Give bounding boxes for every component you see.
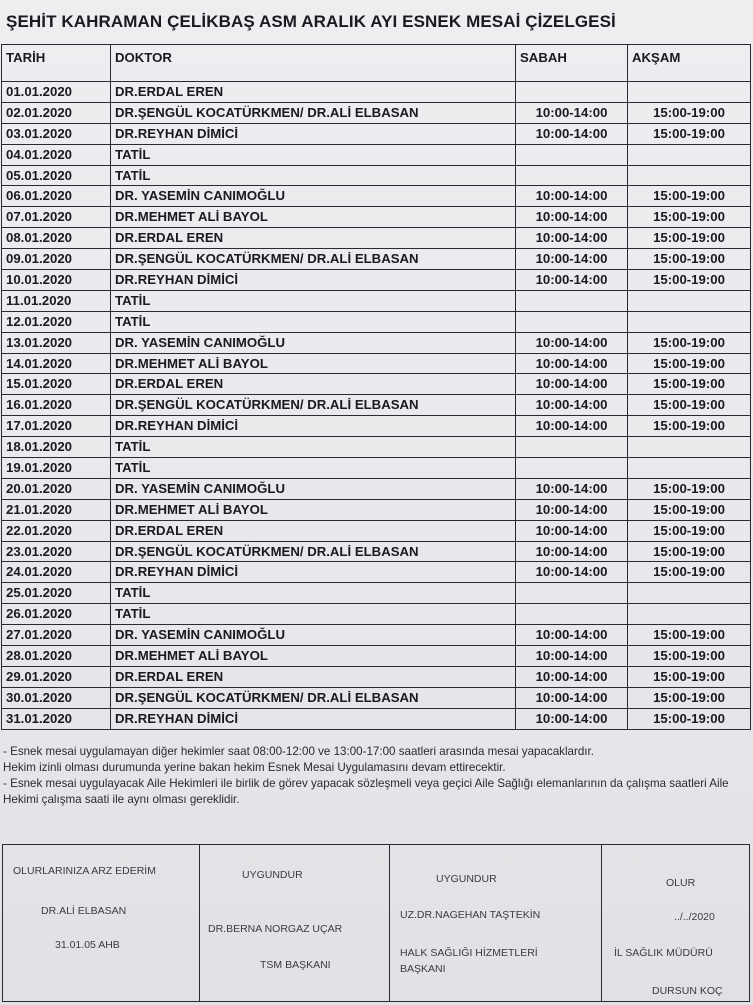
evening-shift-cell: 15:00-19:00 — [628, 562, 751, 583]
evening-shift-cell — [628, 311, 751, 332]
doctor-cell: DR.REYHAN DİMİCİ — [111, 708, 516, 729]
doctor-cell: TATİL — [111, 144, 516, 165]
evening-shift-cell: 15:00-19:00 — [628, 708, 751, 729]
doctor-cell: TATİL — [111, 604, 516, 625]
signature-block — [2, 844, 750, 1002]
signature-header: UYGUNDUR — [242, 869, 303, 881]
signature-title: BAŞKANI — [400, 963, 446, 975]
morning-shift-cell: 10:00-14:00 — [516, 416, 628, 437]
note-line: Hekim izinli olması durumunda yerine bakan hekim Esnek Mesai Uygulamasını devam ettirecektir. — [3, 761, 506, 774]
evening-shift-cell: 15:00-19:00 — [628, 186, 751, 207]
morning-shift-cell: 10:00-14:00 — [516, 353, 628, 374]
evening-shift-cell — [628, 604, 751, 625]
doctor-cell: DR.ERDAL EREN — [111, 666, 516, 687]
signature-header: UYGUNDUR — [436, 873, 497, 885]
date-cell: 25.01.2020 — [2, 583, 111, 604]
schedule-table — [1, 44, 751, 730]
table-row — [2, 102, 751, 123]
date-cell: 01.01.2020 — [2, 82, 111, 103]
evening-shift-cell: 15:00-19:00 — [628, 541, 751, 562]
doctor-cell: DR.ERDAL EREN — [111, 374, 516, 395]
date-cell: 14.01.2020 — [2, 353, 111, 374]
doctor-cell: DR. YASEMİN CANIMOĞLU — [111, 478, 516, 499]
morning-shift-cell — [516, 165, 628, 186]
table-row — [2, 290, 751, 311]
date-cell: 02.01.2020 — [2, 102, 111, 123]
morning-shift-cell: 10:00-14:00 — [516, 207, 628, 228]
morning-shift-cell — [516, 144, 628, 165]
date-cell: 15.01.2020 — [2, 374, 111, 395]
evening-shift-cell: 15:00-19:00 — [628, 228, 751, 249]
signature-col-director — [602, 845, 748, 1001]
evening-shift-cell — [628, 290, 751, 311]
evening-shift-cell — [628, 82, 751, 103]
date-cell: 21.01.2020 — [2, 499, 111, 520]
morning-shift-cell: 10:00-14:00 — [516, 374, 628, 395]
date-cell: 08.01.2020 — [2, 228, 111, 249]
date-cell: 07.01.2020 — [2, 207, 111, 228]
evening-shift-cell: 15:00-19:00 — [628, 270, 751, 291]
evening-shift-cell: 15:00-19:00 — [628, 687, 751, 708]
doctor-cell: DR.MEHMET ALİ BAYOL — [111, 646, 516, 667]
morning-shift-cell — [516, 290, 628, 311]
signature-code: 31.01.05 AHB — [55, 939, 120, 951]
table-row — [2, 520, 751, 541]
date-cell: 03.01.2020 — [2, 123, 111, 144]
morning-shift-cell: 10:00-14:00 — [516, 102, 628, 123]
signature-header: OLUR — [666, 877, 696, 889]
morning-shift-cell — [516, 82, 628, 103]
doctor-cell: TATİL — [111, 458, 516, 479]
table-row — [2, 332, 751, 353]
doctor-cell: DR.ŞENGÜL KOCATÜRKMEN/ DR.ALİ ELBASAN — [111, 687, 516, 708]
table-row — [2, 249, 751, 270]
table-row — [2, 687, 751, 708]
morning-shift-cell: 10:00-14:00 — [516, 708, 628, 729]
evening-shift-cell: 15:00-19:00 — [628, 625, 751, 646]
evening-shift-cell — [628, 583, 751, 604]
signature-col-public-health — [390, 845, 602, 1001]
table-row — [2, 144, 751, 165]
doctor-cell: DR.ERDAL EREN — [111, 520, 516, 541]
schedule-rows — [2, 82, 751, 730]
morning-shift-cell: 10:00-14:00 — [516, 666, 628, 687]
doctor-cell: DR.ŞENGÜL KOCATÜRKMEN/ DR.ALİ ELBASAN — [111, 541, 516, 562]
morning-shift-cell: 10:00-14:00 — [516, 186, 628, 207]
date-cell: 30.01.2020 — [2, 687, 111, 708]
date-cell: 26.01.2020 — [2, 604, 111, 625]
date-cell: 18.01.2020 — [2, 437, 111, 458]
evening-shift-cell: 15:00-19:00 — [628, 499, 751, 520]
table-row — [2, 541, 751, 562]
doctor-cell: DR.MEHMET ALİ BAYOL — [111, 353, 516, 374]
table-row — [2, 646, 751, 667]
date-cell: 11.01.2020 — [2, 290, 111, 311]
evening-shift-cell: 15:00-19:00 — [628, 207, 751, 228]
evening-shift-cell: 15:00-19:00 — [628, 249, 751, 270]
date-cell: 22.01.2020 — [2, 520, 111, 541]
evening-shift-cell — [628, 437, 751, 458]
signature-col-tsm — [200, 845, 390, 1001]
doctor-cell: TATİL — [111, 290, 516, 311]
morning-shift-cell — [516, 458, 628, 479]
table-row — [2, 458, 751, 479]
evening-shift-cell: 15:00-19:00 — [628, 374, 751, 395]
doctor-cell: DR.ERDAL EREN — [111, 82, 516, 103]
table-row — [2, 395, 751, 416]
doctor-cell: TATİL — [111, 583, 516, 604]
doctor-cell: DR.REYHAN DİMİCİ — [111, 562, 516, 583]
date-cell: 19.01.2020 — [2, 458, 111, 479]
doctor-cell: DR. YASEMİN CANIMOĞLU — [111, 186, 516, 207]
evening-shift-cell: 15:00-19:00 — [628, 478, 751, 499]
table-row — [2, 270, 751, 291]
morning-shift-cell: 10:00-14:00 — [516, 270, 628, 291]
date-cell: 16.01.2020 — [2, 395, 111, 416]
column-header-doctor: DOKTOR — [111, 45, 516, 82]
morning-shift-cell: 10:00-14:00 — [516, 499, 628, 520]
evening-shift-cell: 15:00-19:00 — [628, 332, 751, 353]
table-row — [2, 123, 751, 144]
date-cell: 28.01.2020 — [2, 646, 111, 667]
table-row — [2, 666, 751, 687]
doctor-cell: TATİL — [111, 437, 516, 458]
signature-title: HALK SAĞLIĞI HİZMETLERİ — [400, 947, 538, 959]
date-cell: 24.01.2020 — [2, 562, 111, 583]
table-row — [2, 82, 751, 103]
table-row — [2, 437, 751, 458]
table-header-row — [2, 45, 751, 82]
date-cell: 04.01.2020 — [2, 144, 111, 165]
date-cell: 06.01.2020 — [2, 186, 111, 207]
date-cell: 17.01.2020 — [2, 416, 111, 437]
column-header-date: TARİH — [2, 45, 111, 82]
doctor-cell: DR.ERDAL EREN — [111, 228, 516, 249]
morning-shift-cell — [516, 311, 628, 332]
date-cell: 13.01.2020 — [2, 332, 111, 353]
signature-col-submitter — [3, 845, 200, 1001]
table-row — [2, 499, 751, 520]
evening-shift-cell: 15:00-19:00 — [628, 395, 751, 416]
table-row — [2, 186, 751, 207]
morning-shift-cell: 10:00-14:00 — [516, 646, 628, 667]
morning-shift-cell: 10:00-14:00 — [516, 687, 628, 708]
evening-shift-cell — [628, 458, 751, 479]
doctor-cell: DR. YASEMİN CANIMOĞLU — [111, 625, 516, 646]
table-row — [2, 165, 751, 186]
doctor-cell: DR.REYHAN DİMİCİ — [111, 270, 516, 291]
evening-shift-cell: 15:00-19:00 — [628, 666, 751, 687]
notes-section — [3, 744, 749, 808]
signature-name: DR.ALİ ELBASAN — [41, 905, 127, 917]
column-header-morning: SABAH — [516, 45, 628, 82]
morning-shift-cell: 10:00-14:00 — [516, 625, 628, 646]
date-cell: 23.01.2020 — [2, 541, 111, 562]
evening-shift-cell: 15:00-19:00 — [628, 123, 751, 144]
morning-shift-cell — [516, 583, 628, 604]
doctor-cell: DR. YASEMİN CANIMOĞLU — [111, 332, 516, 353]
document-title: ŞEHİT KAHRAMAN ÇELİKBAŞ ASM ARALIK AYI ESNEK MESAİ ÇİZELGESİ — [6, 12, 616, 31]
date-cell: 31.01.2020 — [2, 708, 111, 729]
evening-shift-cell: 15:00-19:00 — [628, 520, 751, 541]
table-row — [2, 311, 751, 332]
morning-shift-cell: 10:00-14:00 — [516, 395, 628, 416]
table-row — [2, 374, 751, 395]
table-row — [2, 353, 751, 374]
doctor-cell: DR.ŞENGÜL KOCATÜRKMEN/ DR.ALİ ELBASAN — [111, 395, 516, 416]
doctor-cell: TATİL — [111, 165, 516, 186]
column-header-evening: AKŞAM — [628, 45, 751, 82]
morning-shift-cell: 10:00-14:00 — [516, 562, 628, 583]
doctor-cell: TATİL — [111, 311, 516, 332]
date-cell: 27.01.2020 — [2, 625, 111, 646]
signature-title: TSM BAŞKANI — [260, 959, 331, 971]
date-cell: 12.01.2020 — [2, 311, 111, 332]
note-line: - Esnek mesai uygulamayan diğer hekimler saat 08:00-12:00 ve 13:00-17:00 saatleri arasında mesai yapacaklardır. — [3, 745, 594, 758]
evening-shift-cell: 15:00-19:00 — [628, 102, 751, 123]
table-row — [2, 228, 751, 249]
morning-shift-cell — [516, 437, 628, 458]
date-cell: 20.01.2020 — [2, 478, 111, 499]
table-row — [2, 562, 751, 583]
date-cell: 09.01.2020 — [2, 249, 111, 270]
table-row — [2, 583, 751, 604]
date-cell: 29.01.2020 — [2, 666, 111, 687]
table-row — [2, 625, 751, 646]
evening-shift-cell: 15:00-19:00 — [628, 646, 751, 667]
table-row — [2, 708, 751, 729]
signature-name: UZ.DR.NAGEHAN TAŞTEKİN — [400, 909, 541, 921]
doctor-cell: DR.ŞENGÜL KOCATÜRKMEN/ DR.ALİ ELBASAN — [111, 102, 516, 123]
evening-shift-cell: 15:00-19:00 — [628, 416, 751, 437]
evening-shift-cell — [628, 165, 751, 186]
evening-shift-cell: 15:00-19:00 — [628, 353, 751, 374]
signature-date: ../../2020 — [674, 911, 715, 923]
doctor-cell: DR.MEHMET ALİ BAYOL — [111, 207, 516, 228]
date-cell: 10.01.2020 — [2, 270, 111, 291]
doctor-cell: DR.REYHAN DİMİCİ — [111, 416, 516, 437]
signature-header: OLURLARINIZA ARZ EDERİM — [13, 865, 156, 877]
morning-shift-cell: 10:00-14:00 — [516, 123, 628, 144]
morning-shift-cell: 10:00-14:00 — [516, 332, 628, 353]
morning-shift-cell — [516, 604, 628, 625]
morning-shift-cell: 10:00-14:00 — [516, 249, 628, 270]
table-row — [2, 416, 751, 437]
signature-name: DURSUN KOÇ — [652, 985, 723, 997]
table-row — [2, 478, 751, 499]
table-row — [2, 604, 751, 625]
morning-shift-cell: 10:00-14:00 — [516, 478, 628, 499]
signature-title: İL SAĞLIK MÜDÜRÜ — [614, 947, 713, 959]
morning-shift-cell: 10:00-14:00 — [516, 541, 628, 562]
evening-shift-cell — [628, 144, 751, 165]
note-line: - Esnek mesai uygulayacak Aile Hekimleri ile birlik de görev yapacak sözleşmeli veya geçici Aile Sağlığı elemanlarının da çalışma saatleri Aile Hekimi çalışma saati ile aynı olması gereklidir. — [3, 777, 729, 806]
date-cell: 05.01.2020 — [2, 165, 111, 186]
doctor-cell: DR.MEHMET ALİ BAYOL — [111, 499, 516, 520]
doctor-cell: DR.REYHAN DİMİCİ — [111, 123, 516, 144]
morning-shift-cell: 10:00-14:00 — [516, 228, 628, 249]
morning-shift-cell: 10:00-14:00 — [516, 520, 628, 541]
signature-name: DR.BERNA NORGAZ UÇAR — [208, 923, 343, 935]
table-row — [2, 207, 751, 228]
doctor-cell: DR.ŞENGÜL KOCATÜRKMEN/ DR.ALİ ELBASAN — [111, 249, 516, 270]
